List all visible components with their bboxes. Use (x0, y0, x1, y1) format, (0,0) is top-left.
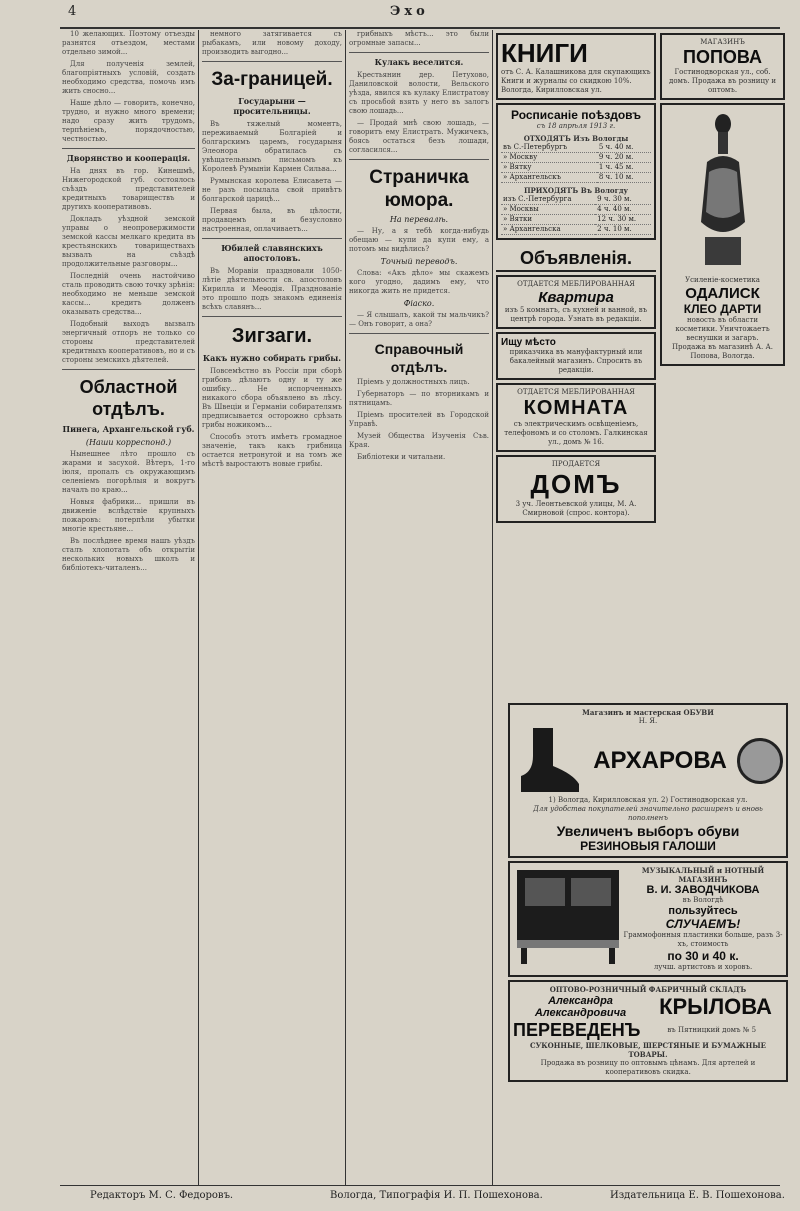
factory-goods: СУКОННЫЕ, ШЕЛКОВЫЕ, ШЕРСТЯНЫЕ И БУМАЖНЫЕ ТОВАРЫ. (530, 1041, 766, 1059)
paragraph: На днях въ гор. Кинешмѣ, Нижегородской губ. состоялось съѣздъ представителей кредитныхъ товариществъ и другихъ кооперативовъ. (62, 167, 195, 211)
section-rule (62, 148, 195, 149)
section-rule (349, 52, 489, 53)
store-name: ПОПОВА (683, 47, 762, 67)
factory-name3: КРЫЛОВА (659, 994, 772, 1019)
section-heading: Дворянство и кооперація. (66, 153, 191, 163)
factory-moved: ПЕРЕВЕДЕНЪ (513, 1020, 641, 1040)
shoes-head: Магазинъ и мастерская ОБУВИ (582, 708, 714, 717)
schedule-date: съ 18 апрѣля 1913 г. (536, 122, 616, 130)
col2-top-text (202, 30, 342, 57)
column-divider (198, 30, 199, 1185)
section-rule (202, 316, 342, 317)
column-5 (660, 30, 785, 690)
paragraph: 10 желающих. Поэтому отъезды разнятся отъездом, местами отдельно зимой... (62, 30, 195, 56)
schedule-box (496, 103, 656, 240)
table-cell: » Москву (501, 153, 597, 163)
music-case: СЛУЧАЕМЪ! (665, 917, 741, 931)
section-subheading: Пинега, Архангельской губ. (62, 424, 195, 434)
books-ad (496, 33, 656, 100)
music-ad (508, 861, 788, 977)
cream-ad (660, 103, 785, 366)
section-heading-large: За-границей. (211, 69, 333, 90)
section-heading: Юбилей славянскихъ апостоловъ. (221, 243, 323, 263)
music-price: по 30 и 40 к. (667, 949, 739, 963)
section-byline: (Наши корреспонд.) (85, 438, 172, 447)
ad-big: ДОМЪ (530, 469, 622, 499)
room-ad (496, 383, 656, 452)
column-divider (345, 30, 346, 1185)
col3-top-text (349, 30, 489, 48)
table-row (501, 153, 651, 163)
table-cell: 2 ч. 10 м. (595, 225, 651, 235)
table-cell: » Вятки (501, 215, 595, 225)
list-item: Пріемъ у должностныхъ лицъ. (357, 378, 470, 386)
list-item: Пріемъ просителей въ Городской Управѣ. (349, 411, 489, 428)
factory-head: ОПТОВО-РОЗНИЧНЫЙ ФАБРИЧНЫЙ СКЛАДЪ (549, 985, 747, 994)
paragraph: немного затягивается съ рыбакамъ, или новому доходу, производить выгодно... (202, 30, 342, 56)
ad-text: 3 уч. Леонтьевской улицы, М. А. Смирновой (спрос. контора). (515, 500, 637, 517)
paragraph: Наше дѣло — говорить, конечно, трудно, и нужно много времени; надо сразу жить трудомъ, терпѣніемъ, порядочностью, честностью. (62, 99, 195, 143)
shoes-ad (508, 703, 788, 858)
table-row (501, 225, 651, 235)
shoes-sub: Н. Я. (638, 717, 658, 725)
page-number: 4 (68, 4, 77, 19)
masthead (60, 4, 760, 26)
medal-icon (737, 738, 783, 784)
table-cell: » Архангельскъ (501, 173, 597, 183)
reference-list (349, 378, 489, 462)
ad-big: Квартира (538, 289, 614, 306)
footer-editor: Редакторъ М. С. Федоровъ. (90, 1190, 234, 1201)
factory-moved-text: въ Пятницкий домъ № 5 (667, 1026, 757, 1034)
section-body (62, 167, 195, 365)
humor-body (349, 227, 489, 254)
music-name: В. И. ЗАВОДЧИКОВА (646, 884, 760, 896)
paragraph: Слова: «Акъ дѣло» мы скажемъ кого угодно, дадимъ ему, что никогда жить не придется. (349, 269, 489, 295)
column-1 (62, 30, 195, 1185)
table-cell: 9 ч. 30 м. (595, 195, 651, 205)
galoshes-label: РЕЗИНОВЫЯ ГАЛОШИ (580, 839, 716, 853)
section-rule (62, 369, 195, 370)
music-text: Граммофонныя пластинки больше, разъ 3-хъ, стоимость (623, 931, 783, 948)
column-2 (202, 30, 342, 1185)
column-3 (349, 30, 489, 1185)
humor-body (349, 269, 489, 296)
piano-icon (513, 866, 623, 966)
cream-text: новость въ области косметики. Уничтожаетъ веснушки и загаръ. (675, 316, 770, 342)
ad-head: Ищу мѣсто (501, 337, 556, 348)
section-body (349, 71, 489, 155)
section-heading: Кулакъ веселится. (374, 57, 464, 67)
paragraph: Въ Моравіи праздновали 1050-лѣтіе дѣятельности св. апостоловъ Кирилла и Меѳодія. Празднованіе это прошло подъ знакомъ единенія всѣхъ славянъ... (202, 267, 342, 311)
ad-head: ПРОДАЕТСЯ (551, 460, 601, 468)
footer-printer: Вологда, Типографія И. П. Пошехонова. (330, 1190, 543, 1201)
section-rule (202, 238, 342, 239)
paragraph: Способъ этотъ имѣетъ громадное значеніе, такъ какъ грибница остается нетронутой и на томъ же мѣстѣ выростаютъ новые грибы. (202, 433, 342, 468)
schedule-table (501, 195, 651, 235)
shoes-big: Увеличенъ выборъ обуви (556, 823, 740, 839)
ad-head: ОТДАЕТСЯ МЕБЛИРОВАННАЯ (517, 388, 635, 396)
table-row (501, 163, 651, 173)
boot-icon (513, 726, 583, 796)
section-heading-large: Справочный отдѣлъ. (374, 341, 464, 375)
cream-footer: Продажа въ магазинѣ А. А. Попова, Вологда. (671, 343, 774, 360)
section-body (62, 450, 195, 573)
table-cell: въ С.-Петербургъ (501, 143, 597, 153)
ad-big: КОМНАТА (523, 397, 629, 419)
table-cell: 5 ч. 40 м. (597, 143, 651, 153)
factory-ad (508, 980, 788, 1082)
table-row (501, 173, 651, 183)
humor-body (349, 311, 489, 329)
table-row (501, 215, 651, 225)
shoes-name: АРХАРОВА (593, 747, 727, 774)
schedule-table (501, 143, 651, 183)
table-cell: 8 ч. 10 м. (597, 173, 651, 183)
job-ad (496, 332, 656, 380)
section-body (202, 267, 342, 312)
music-use: пользуйтесь (668, 905, 738, 917)
section-body (202, 120, 342, 234)
paragraph: — Ну, а я тебѣ когда-нибудь обещаю — купи да купи ему, а потомъ мы видѣлись? (349, 227, 489, 253)
music-head: МУЗЫКАЛЬНЫЙ и НОТНЫЙ МАГАЗИНЪ (641, 866, 765, 884)
paragraph: Докладъ уѣздной земской управы о неопровержимости земской кассы мелкаго кредита въ крестьянскихъ товариществахъ вызвалъ на съѣздѣ продолжительные разговоры... (62, 215, 195, 268)
music-city: въ Вологдѣ (682, 896, 724, 904)
store-head: МАГАЗИНЪ (700, 38, 745, 46)
table-cell: » Москвы (501, 205, 595, 215)
table-cell: 4 ч. 40 м. (595, 205, 651, 215)
paragraph: грибныхъ мѣстъ... это были огромные запасы... (349, 30, 489, 47)
store-text: Гостинодворская ул., соб. домъ. Продажа въ розницу и оптомъ. (669, 68, 776, 94)
col1-top-text (62, 30, 195, 144)
masthead-title: Эхо (390, 4, 429, 19)
schedule-section-label: ОТХОДЯТЪ Изъ Вологды (523, 134, 629, 143)
factory-name2: Александровича (534, 1007, 627, 1019)
section-subheading: Государыни — просительницы. (233, 96, 311, 116)
schedule-section-label: ПРИХОДЯТЪ Въ Вологду (523, 186, 629, 195)
cream-name: ОДАЛИСК (685, 285, 760, 302)
paragraph: Нынешнее лѣто прошло съ жарами и засухой. Вѣтеръ, 1-го іюля, пропалъ съ окружающимъ селеніемъ погорѣлыя и вокругъ началъ по краю... (62, 450, 195, 494)
section-rule (202, 61, 342, 62)
books-title: КНИГИ (501, 38, 588, 68)
ad-text: приказчика въ мануфактурный или бакалейный магазинъ. Спросить въ редакціи. (509, 348, 643, 374)
humor-heading: Точный переводъ. (380, 257, 458, 266)
section-heading-large: Областной отдѣлъ. (79, 377, 178, 419)
table-cell: » Вятку (501, 163, 597, 173)
section-heading-large: Зигзаги. (231, 325, 313, 347)
cream-sub: КЛЕО ДАРТИ (683, 302, 762, 316)
cream-head: Усиленіе-косметика (685, 276, 760, 284)
table-row (501, 205, 651, 215)
bottom-rule (60, 1185, 780, 1186)
paragraph: Крестьянин дер. Петухово, Даниловской волости, Вельского уѣзда, явился къ кулаку Елистратову съ просьбой взять у него въ залогъ свою лошадь... (349, 71, 489, 115)
list-item: Библіотеки и читальни. (357, 453, 446, 461)
table-row (501, 143, 651, 153)
house-ad (496, 455, 656, 523)
ad-text: изъ 5 комнатъ, съ кухней и ванной, въ центрѣ города. Узнать въ редакціи. (504, 306, 648, 323)
paragraph: Повсемѣстно въ Россіи при сборѣ грибовъ дѣлаютъ одну и ту же ошибку... Не испорченныхъ никакого сбора объявлено въ лѣсу. Въ Швеціи и Германіи собирателямъ предписывается осторожно срѣзать грибы ножикомъ... (202, 367, 342, 429)
paragraph: — Продай мнѣ свою лошадь, — говоритъ ему Елистратъ. Мужичекъ, боясь остаться безъ лошади, согласился... (349, 119, 489, 154)
ad-head: ОТДАЕТСЯ МЕБЛИРОВАННАЯ (517, 280, 635, 288)
section-rule (349, 333, 489, 334)
factory-name1: Александра (548, 995, 613, 1007)
books-text: отъ С. А. Калашникова для скупающихъ Книги и журналы со скидкою 10%. Вологда, Кирилловская ул. (501, 68, 651, 94)
table-row (501, 195, 651, 205)
section-body (202, 367, 342, 469)
music-last: лучш. артистовъ и хоровъ. (653, 963, 753, 971)
section-subheading: Какъ нужно собирать грибы. (202, 353, 342, 363)
ad-text: съ электрическимъ освѣщеніемъ, телефономъ и со столомъ. Галкинская ул., домъ № 16. (504, 420, 648, 446)
paragraph: Румынская королева Елисавета — не разъ посылала свой привѣтъ болгарской царицѣ... (202, 177, 342, 203)
paragraph: Въ тяжелый моментъ, переживаемый Болгаріей и болгарскимъ царемъ, государыня Элеонора обратилась съ увѣщательнымъ письмомъ къ Королевѣ Румыніи Кармен Сильва... (202, 120, 342, 173)
humor-heading: Фіаско. (403, 299, 435, 308)
table-cell: изъ С.-Петербурга (501, 195, 595, 205)
schedule-title: Росписаніе поѣздовъ (510, 108, 641, 122)
paragraph: Въ послѣднее время нашъ уѣздъ сталъ хлопотать объ открытіи нескольких новыхъ школъ и библіотекъ-читаленъ... (62, 537, 195, 572)
apartment-ad (496, 275, 656, 329)
list-item: Губернаторъ — по вторникамъ и пятницамъ. (349, 390, 489, 407)
list-item: Музей Общества Изученія Съв. Края. (349, 432, 489, 449)
paragraph: Первая была, въ цѣлости, продавцемъ и безусловно настроенная, оплачиваетъ... (202, 207, 342, 233)
table-cell: » Архангельска (501, 225, 595, 235)
perfume-bottle-icon (693, 112, 753, 272)
paragraph: Новыя фабрики... пришли въ движеніе вслѣдствіе крупныхъ пожаровъ: потерпѣли убытки многіе крестьяне... (62, 498, 195, 533)
shoes-text: 1) Вологда, Кирилловская ул. 2) Гостинодворская ул. (548, 796, 748, 804)
section-rule (349, 159, 489, 160)
footer-publisher: Издательница Е. В. Пошехонова. (610, 1190, 785, 1201)
paragraph: Последній очень настойчиво сталь проводить свою точку зрѣнія: необходимо не меньше земской кассы... кредитъ долженъ оказывать средства... (62, 272, 195, 316)
humor-heading: На перевалѣ. (389, 215, 449, 224)
paragraph: Для полученія землей, благопріятныхъ условій, создать необходимо средства, помочь имъ жить сносно... (62, 60, 195, 95)
column-4 (496, 30, 656, 690)
column-divider (492, 30, 493, 1185)
top-rule (60, 27, 780, 29)
table-cell: 9 ч. 20 м. (597, 153, 651, 163)
table-cell: 1 ч. 45 м. (597, 163, 651, 173)
paragraph: Подобный выходъ вызвалъ энергичный отпоръ не только со стороны представителей кредитныхъ кооперативовъ, но и съ стороны земскихъ дѣятелей. (62, 320, 195, 364)
section-heading-large: Страничка юмора. (369, 167, 469, 211)
shoes-text: Для удобства покупателей значительно расширенъ и вновь пополненъ (533, 805, 763, 822)
table-cell: 12 ч. 30 м. (595, 215, 651, 225)
lower-right-ads (508, 700, 788, 1185)
factory-last: Продажа въ розницу по оптовымъ цѣнамъ. Для артелей и кооперативовъ скидка. (540, 1059, 756, 1076)
paragraph: — Я слышалъ, какой ты мальчикъ? — Онъ говорит, а она? (349, 311, 489, 328)
popov-store-ad (660, 33, 785, 100)
ads-title: Объявленія. (496, 246, 656, 272)
